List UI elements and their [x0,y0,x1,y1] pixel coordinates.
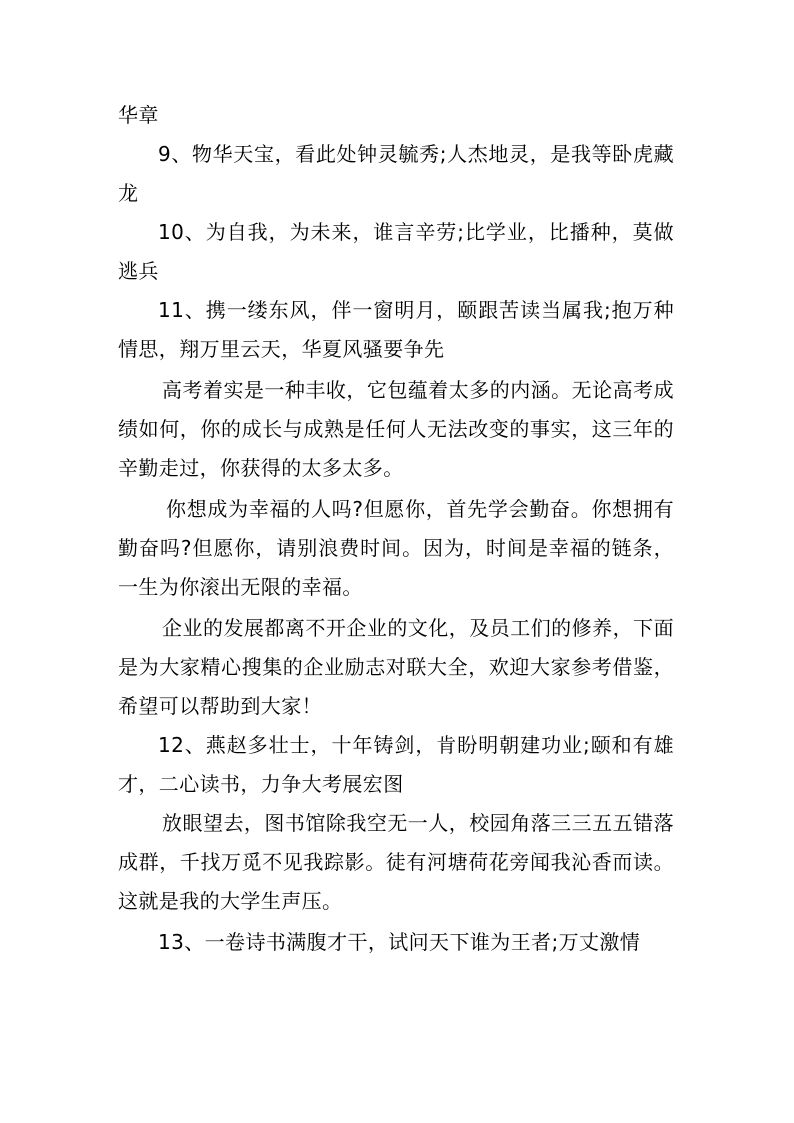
couplet-11: 11、携一缕东风，伴一窗明月，颐跟苦读当属我;抱万种情思，翔万里云天，华夏风骚要争先 [118,298,674,361]
paragraph-enterprise-intro: 企业的发展都离不开企业的文化，及员工们的修养，下面是为大家精心搜集的企业励志对联大全，欢迎大家参考借鉴，希望可以帮助到大家！ [118,616,674,718]
couplet-9: 9、物华天宝，看此处钟灵毓秀;人杰地灵，是我等卧虎藏龙 [118,142,674,205]
paragraph-library: 放眼望去，图书馆除我空无一人，校园角落三三五五错落成群，千找万觅不见我踪影。徒有河塘荷花旁闻我沁香而读。这就是我的大学生声压。 [118,811,674,913]
couplet-13: 13、一卷诗书满腹才干，试问天下谁为王者;万丈激情 [158,930,641,954]
couplet-12: 12、燕赵多壮士，十年铸剑，肯盼明朝建功业;颐和有雄才，二心读书，力争大考展宏图 [118,733,674,796]
couplet-10: 10、为自我，为未来，谁言辛劳;比学业，比播种，莫做逃兵 [118,220,674,283]
document-body [118,96,674,962]
paragraph-continuation: 华章 [118,103,159,127]
paragraph-gaokao-harvest: 高考着实是一种丰收，它包蕴着太多的内涵。无论高考成绩如何，你的成长与成熟是任何人无法改变的事实，这三年的辛勤走过，你获得的太多太多。 [118,378,674,480]
paragraph-happiness: 你想成为幸福的人吗?但愿你，首先学会勤奋。你想拥有勤奋吗?但愿你，请别浪费时间。因为，时间是幸福的链条，一生为你滚出无限的幸福。 [118,497,674,599]
